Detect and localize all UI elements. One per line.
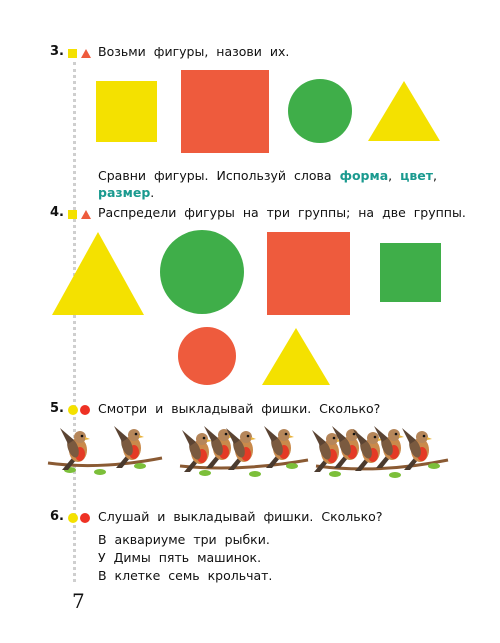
compare-end: . <box>150 185 155 200</box>
task-4-number: 4. <box>50 205 64 220</box>
keyword-color: цвет <box>400 168 434 183</box>
task-6-line-2: У Димы пять машинок. <box>98 550 262 565</box>
task-5-instruction: Смотри и выкладывай фишки. Сколько? <box>98 401 381 416</box>
keyword-size: размер <box>98 185 151 200</box>
task-5-number: 5. <box>50 401 64 416</box>
task-6-instruction: Слушай и выкладывай фишки. Сколько? <box>98 509 383 524</box>
task-6-line-3: В клетке семь крольчат. <box>98 568 273 583</box>
compare-sep-2: , <box>433 168 438 183</box>
page-number: 7 <box>72 589 85 613</box>
task-6-number: 6. <box>50 509 64 524</box>
task-4-instruction: Распредели фигуры на три группы; на две группы. <box>98 205 466 220</box>
task-3-number: 3. <box>50 44 64 59</box>
bird-group-3 <box>312 426 448 478</box>
compare-sep-1: , <box>388 168 393 183</box>
keyword-form: форма <box>339 168 389 183</box>
task-6-markers-icon <box>66 511 92 525</box>
bird-group-1 <box>48 426 162 475</box>
compare-prefix: Сравни фигуры. Используй слова <box>98 168 332 183</box>
task-3-instruction: Возьми фигуры, назови их. <box>98 44 290 59</box>
task-6-line-1: В аквариуме три рыбки. <box>98 532 270 547</box>
bird-group-2 <box>180 426 308 477</box>
